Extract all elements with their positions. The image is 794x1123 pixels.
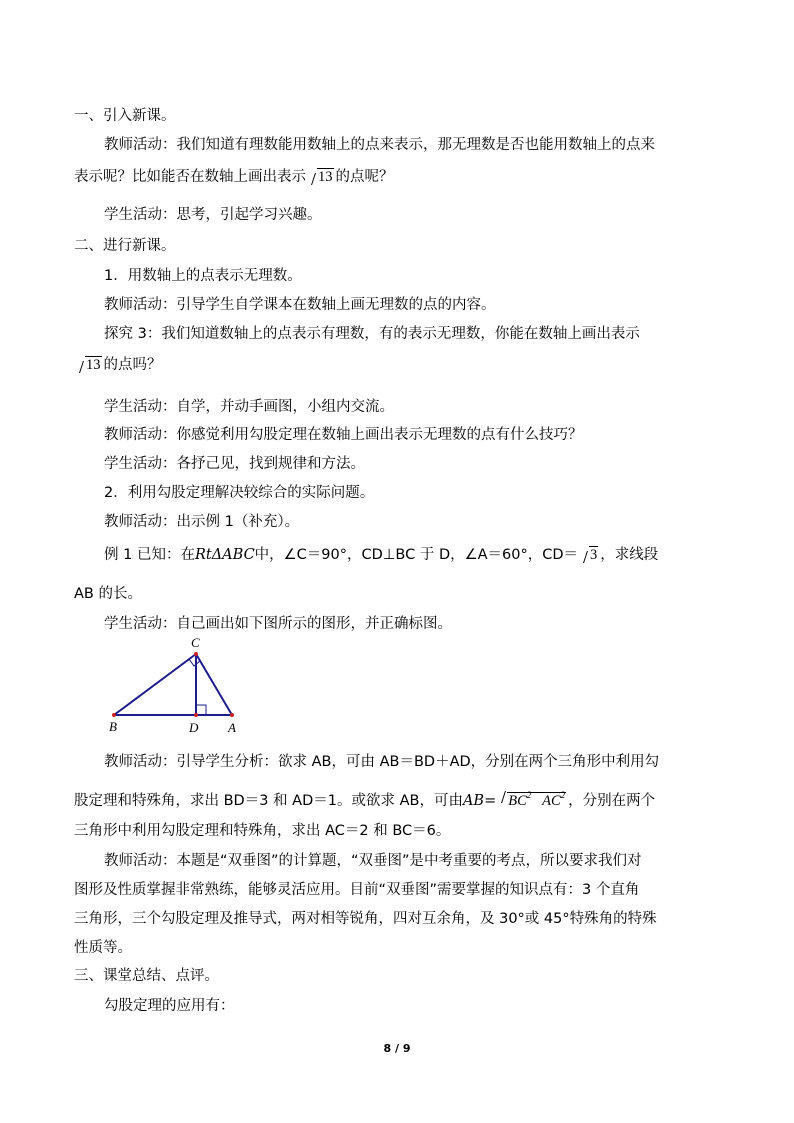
section-title-2: 二、进行新课。: [74, 238, 176, 254]
label-c: C: [191, 635, 200, 650]
paragraph: 三角形中利用勾股定理和特殊角，求出 AC＝2 和 BC＝6。: [74, 823, 451, 839]
sqrt-13: 13: [308, 167, 334, 187]
right-angle-mark-c: [189, 659, 200, 666]
paragraph: 教师活动：本题是“双垂图”的计算题，“双垂图”是中考重要的考点，所以要求我们对: [104, 853, 642, 869]
paragraph: 教师活动：引导学生自学课本在数轴上画无理数的点的内容。: [104, 297, 496, 313]
page-number: 8 / 9: [383, 1042, 411, 1055]
point-c: [194, 652, 198, 656]
paragraph: 学生活动：思考，引起学习兴趣。: [104, 207, 322, 223]
point-a: [230, 713, 234, 717]
point-d: [194, 713, 198, 717]
paragraph: 13 的点吗？: [74, 355, 162, 375]
paragraph: AB 的长。: [74, 586, 142, 602]
label-d: D: [189, 720, 199, 735]
section-title-3: 三、课堂总结、点评。: [74, 968, 219, 984]
paragraph: 教师活动：我们知道有理数能用数轴上的点来表示，那无理数是否也能用数轴上的点来: [104, 137, 655, 153]
sqrt-3: 3: [580, 545, 598, 565]
point-b: [112, 713, 116, 717]
paragraph: 表示呢？比如能否在数轴上画出表示 13 的点呢？: [74, 169, 394, 185]
sqrt-13: 13: [76, 355, 102, 375]
paragraph: 2．利用勾股定理解决较综合的实际问题。: [104, 485, 375, 501]
segment-ca: [196, 654, 232, 715]
sqrt-formula: $BC^2$ $AC^2$: [498, 785, 566, 811]
triangle-diagram: [100, 634, 250, 738]
label-a: A: [228, 720, 236, 735]
paragraph: 学生活动：自学，并动手画图，小组内交流。: [104, 399, 394, 415]
paragraph: 学生活动：自己画出如下图所示的图形，并正确标图。: [104, 616, 452, 632]
right-angle-mark-d: [196, 705, 206, 715]
paragraph: 探究 3：我们知道数轴上的点表示有理数，有的表示无理数，你能在数轴上画出表示: [104, 326, 640, 342]
paragraph: 股定理和特殊角，求出 BD＝3 和 AD＝1。或欲求 AB，可由$AB= BC^2$ $AC^2$ ，分别在两个: [74, 785, 655, 811]
paragraph: 例 1 已知：在RtΔABC中，∠C＝90°，CD⊥BC 于 D，∠A＝60°，CD＝ 3 ，求线段: [104, 547, 659, 563]
paragraph: 教师活动：你感觉利用勾股定理在数轴上画出表示无理数的点有什么技巧？: [104, 427, 583, 443]
paragraph: 性质等。: [74, 940, 132, 956]
paragraph: 1．用数轴上的点表示无理数。: [104, 268, 302, 284]
paragraph: 三角形，三个勾股定理及推导式，两对相等锐角，四对互余角，及 30°或 45°特殊角的特殊: [74, 911, 657, 927]
paragraph: 勾股定理的应用有：: [104, 998, 235, 1014]
paragraph: 教师活动：引导学生分析：欲求 AB，可由 AB＝BD＋AD，分别在两个三角形中利用勾: [104, 754, 660, 770]
paragraph: 教师活动：出示例 1（补充）。: [104, 514, 300, 530]
paragraph: 学生活动：各抒己见，找到规律和方法。: [104, 456, 365, 472]
label-b: B: [109, 719, 117, 734]
section-title-1: 一、引入新课。: [74, 108, 176, 124]
paragraph: 图形及性质掌握非常熟练，能够灵活应用。目前“双垂图”需要掌握的知识点有：3 个直角: [74, 882, 640, 898]
segment-bc: [114, 654, 196, 715]
